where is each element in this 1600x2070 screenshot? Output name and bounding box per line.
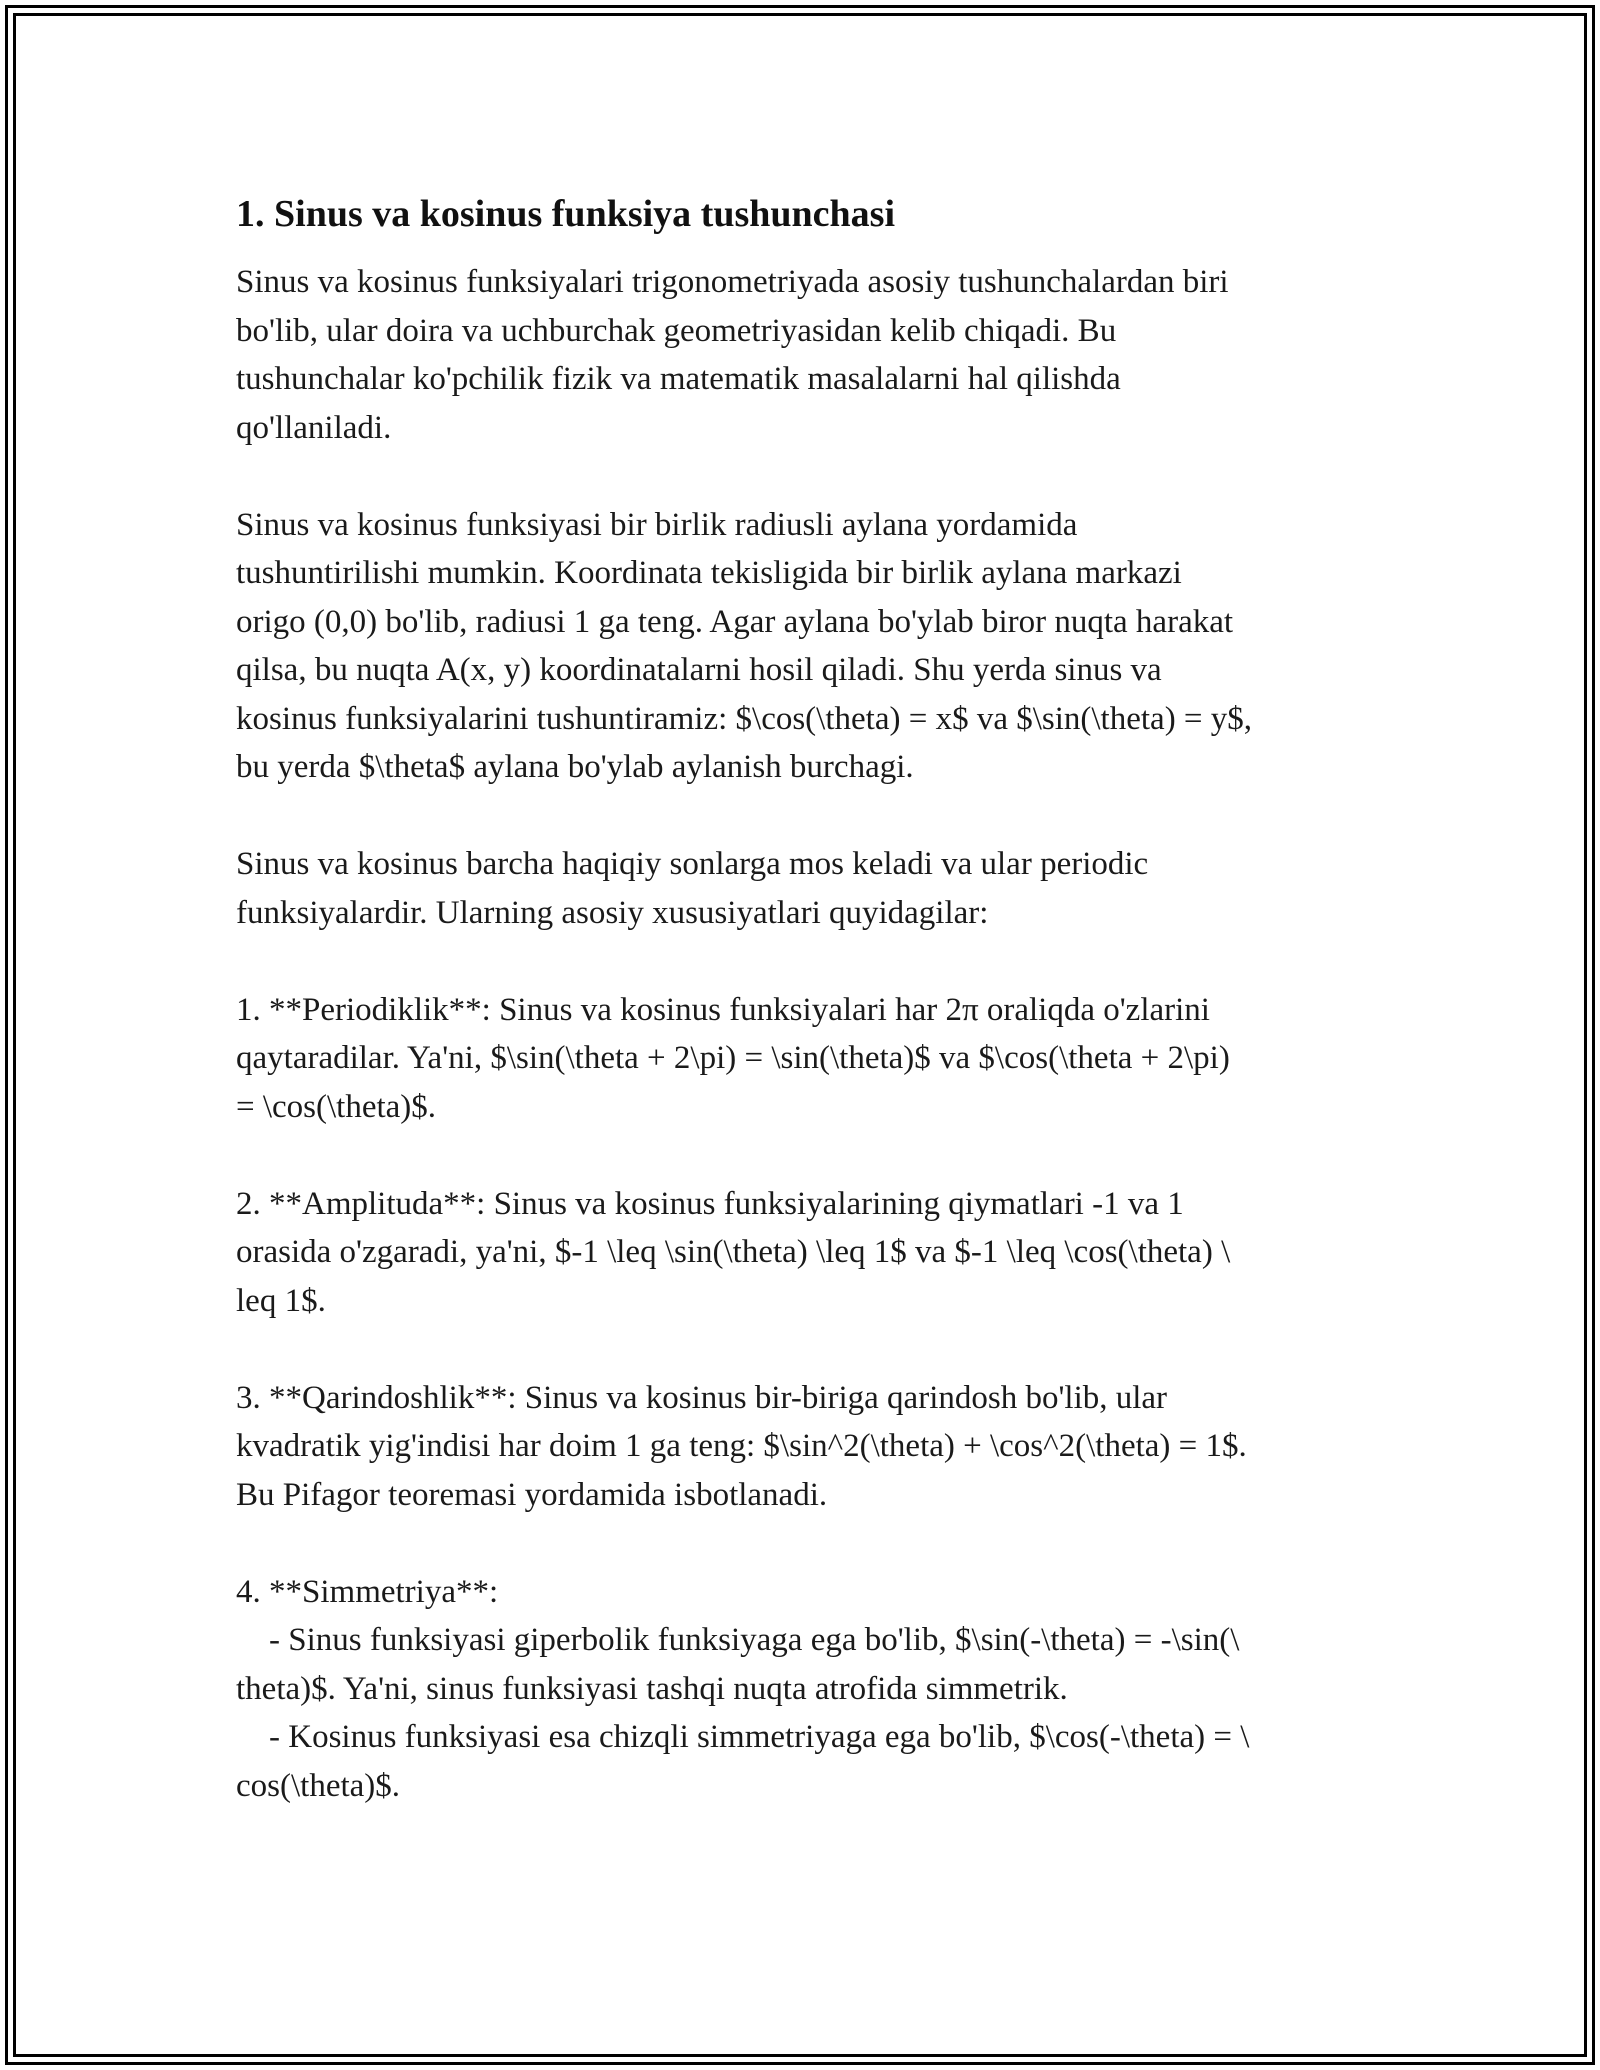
list-item-relationship — [236, 1374, 1386, 1520]
section-title: 1. Sinus va kosinus funksiya tushunchasi — [236, 193, 896, 235]
text-line: kvadratik yig'indisi har doim 1 ga teng: $\sin^2(\theta) + \cos^2(\theta) = 1$. — [236, 1428, 1247, 1464]
list-item-symmetry — [236, 1568, 1386, 1811]
text-line: qaytaradilar. Ya'ni, $\sin(\theta + 2\pi) = \sin(\theta)$ va $\cos(\theta + 2\pi) — [236, 1040, 1230, 1076]
list-item-amplitude — [236, 1180, 1386, 1326]
paragraph-intro — [236, 258, 1386, 452]
list-item-periodicity — [236, 986, 1386, 1132]
text-line: theta)$. Ya'ni, sinus funksiyasi tashqi nuqta atrofida simmetrik. — [236, 1670, 1068, 1707]
text-line: funksiyalardir. Ularning asosiy xususiyatlari quyidagilar: — [236, 894, 989, 931]
text-line: kosinus funksiyalarini tushuntiramiz: $\cos(\theta) = x$ va $\sin(\theta) = y$, — [236, 700, 1253, 737]
document-body — [236, 184, 1386, 1859]
text-line: - Kosinus funksiyasi esa chizqli simmetriyaga ega bo'lib, $\cos(-\theta) = \ — [236, 1719, 1250, 1755]
text-line: Sinus va kosinus funksiyalari trigonometriyada asosiy tushunchalardan biri — [236, 264, 1229, 300]
text-line: bo'lib, ular doira va uchburchak geometriyasidan kelib chiqadi. Bu — [236, 312, 1117, 349]
text-line: Sinus va kosinus barcha haqiqiy sonlarga mos keladi va ular periodic — [236, 846, 1149, 882]
text-line: 4. **Simmetriya**: — [236, 1573, 499, 1610]
text-line: Bu Pifagor teoremasi yordamida isbotlanadi. — [236, 1476, 828, 1513]
paragraph-unit-circle — [236, 501, 1386, 792]
text-line: tushuntirilishi mumkin. Koordinata tekisligida bir birlik aylana markazi — [236, 555, 1182, 591]
text-line: 3. **Qarindoshlik**: Sinus va kosinus bir-biriga qarindosh bo'lib, ular — [236, 1379, 1168, 1416]
text-line: orasida o'zgaradi, ya'ni, $-1 \leq \sin(\theta) \leq 1$ va $-1 \leq \cos(\theta) \ — [236, 1234, 1231, 1270]
text-line: Sinus va kosinus funksiyasi bir birlik radiusli aylana yordamida — [236, 506, 1078, 543]
text-line: cos(\theta)$. — [236, 1767, 401, 1804]
text-line: qilsa, bu nuqta A(x, y) koordinatalarni hosil qiladi. Shu yerda sinus va — [236, 652, 1162, 688]
text-line: origo (0,0) bo'lib, radiusi 1 ga teng. Agar aylana bo'ylab biror nuqta harakat — [236, 603, 1234, 640]
text-line: bu yerda $\theta$ aylana bo'ylab aylanish burchagi. — [236, 749, 914, 785]
text-line: - Sinus funksiyasi giperbolik funksiyaga ega bo'lib, $\sin(-\theta) = -\sin(\ — [236, 1622, 1240, 1658]
text-line: tushunchalar ko'pchilik fizik va matematik masalalarni hal qilishda — [236, 361, 1121, 397]
paragraph-properties-intro — [236, 840, 1386, 937]
text-line: 1. **Periodiklik**: Sinus va kosinus funksiyalari har 2π oraliqda o'zlarini — [236, 991, 1210, 1028]
text-line: leq 1$. — [236, 1282, 326, 1319]
text-line: = \cos(\theta)$. — [236, 1088, 437, 1125]
text-line: qo'llaniladi. — [236, 409, 392, 446]
text-line: 2. **Amplituda**: Sinus va kosinus funksiyalarining qiymatlari -1 va 1 — [236, 1185, 1184, 1222]
